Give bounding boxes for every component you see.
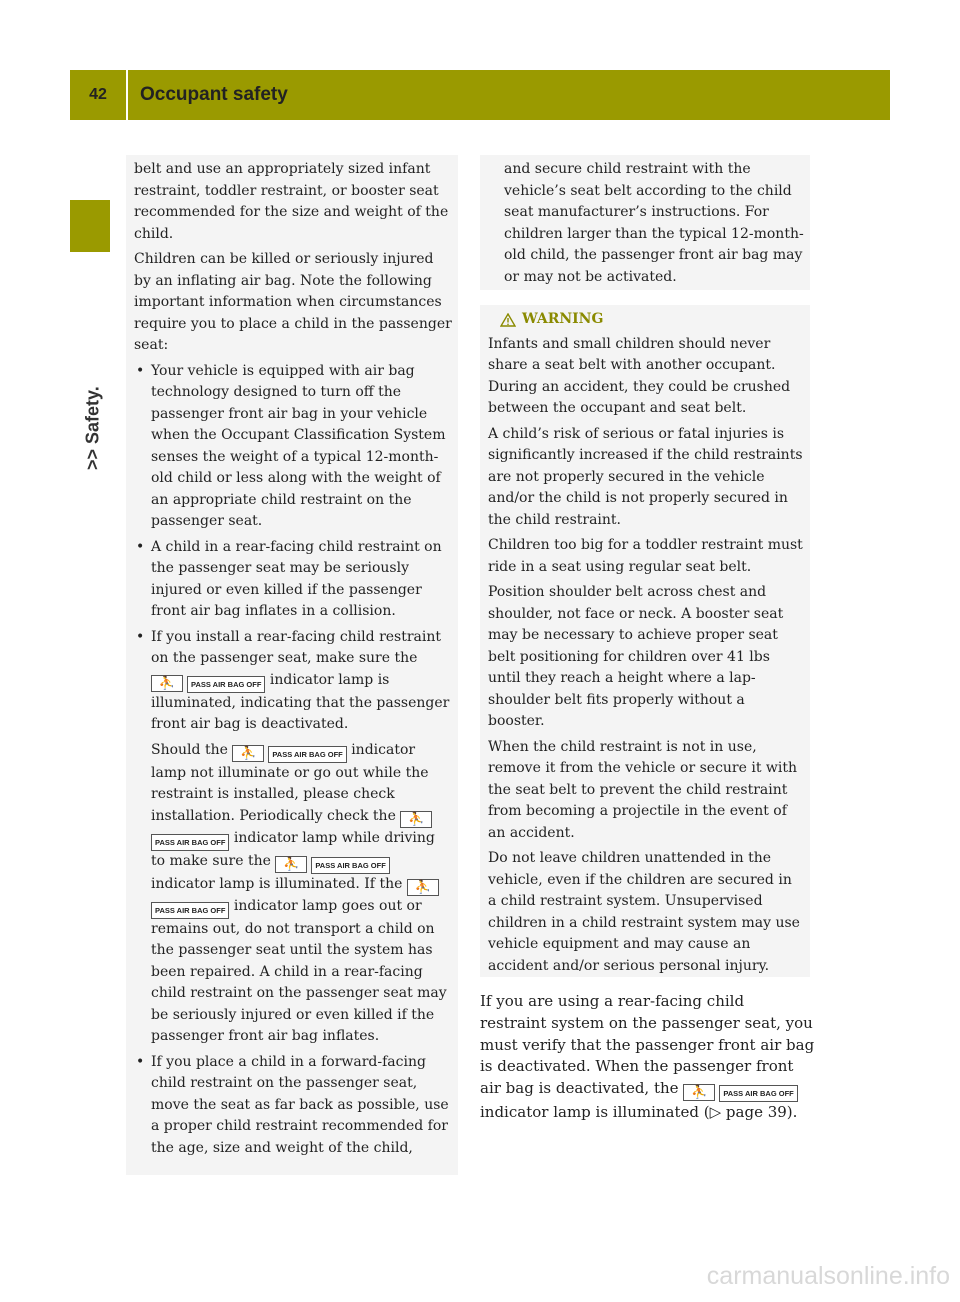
text: If you are using a rear-facing child restraint system on the passenger seat, you must verify that the passenger front air bag is deactivated. When the passenger front air bag is deactivated, the [480,992,815,1098]
warning-paragraph: Position shoulder belt across chest and shoulder, not face or neck. A booster seat may be necessary to achieve proper seat belt positioning for children over 41 lbs until they reach a height where a lap-shoulder belt fits properly without a booster. [488,584,784,729]
text: indicator lamp while driving to make sure the [151,829,435,869]
child-seat-icon: ⛹ [400,811,432,828]
warning-triangle-icon [500,313,516,327]
pass-airbag-off-icon: PASS AIR BAG OFF [151,902,229,919]
child-seat-icon: ⛹ [275,856,307,873]
bullet-text: indicator lamp is illuminated, indicating that the passenger front air bag is deactivated. [151,671,450,732]
paragraph: Children can be killed or seriously injured by an inflating air bag. Note the following important information when circumstances require you to place a child in the passenger seat: [134,251,452,353]
warning-header [488,309,804,331]
pass-airbag-off-icon: PASS AIR BAG OFF [187,676,265,693]
warning-paragraph: Children too big for a toddler restraint must ride in a seat using regular seat belt. [488,537,803,575]
text: indicator lamp goes out or remains out, do not transport a child on the passenger seat until the system has been repaired. A child in a rear-facing child restraint on the passenger seat may be seriously injured or even killed if the passenger front air bag inflates. [151,897,447,1044]
warning-paragraph: Do not leave children unattended in the vehicle, even if the children are secured in a child restraint system. Unsupervised children in a child restraint system may use vehicle equipment and may cause an accident and/or serious personal injury. [488,850,800,974]
bullet-text: If you place a child in a forward-facing child restraint on the passenger seat, move the seat as far back as possible, use a proper child restraint recommended for the age, size and weight of the child, [151,1053,449,1156]
right-column-continuation [480,155,810,290]
warning-paragraph: A child’s risk of serious or fatal injuries is significantly increased if the child restraints are not properly secured in the vehicle and/or the child is not properly secured in the child restraint. [488,425,803,528]
pass-airbag-off-icon: PASS AIR BAG OFF [268,746,346,763]
section-header [128,70,890,120]
child-seat-icon: ⛹ [232,745,264,762]
bullet-text: Your vehicle is equipped with air bag technology designed to turn off the passenger front air bag in your vehicle when the Occupant Classification System senses the weight of a typical 12-month-old child or less along with the weight of an appropriate child restraint on the passenger seat. [151,362,446,529]
page-reference[interactable]: page 39). [721,1103,798,1122]
pass-airbag-off-icon: PASS AIR BAG OFF [151,834,229,851]
text: indicator lamp is illuminated. If the [151,875,403,892]
warning-title: WARNING [522,311,604,327]
bullet-item: • A child in a rear-facing child restraint on the passenger seat may be seriously injured or even killed if the passenger front air bag inflates in a collision. [136,538,442,619]
child-seat-icon: ⛹ [683,1084,715,1101]
pass-airbag-off-icon: PASS AIR BAG OFF [719,1085,797,1102]
page-number: 42 [70,70,126,120]
child-seat-icon: ⛹ [151,675,183,692]
section-title: Occupant safety [140,84,288,105]
paragraph: belt and use an appropriately sized infant restraint, toddler restraint, or booster seat recommended for the size and weight of the child. [134,161,449,242]
right-bottom-paragraph [480,991,815,1124]
paragraph: and secure child restraint with the vehicle’s seat belt according to the child seat manufacturer’s instructions. For children larger than the typical 12-month-old child, the passenger front air bag may or may not be activated. [504,161,804,285]
text: indicator lamp not illuminate or go out while the restraint is installed, please check installation. Periodically check the [151,741,429,824]
bullet-item: • If you install a rear-facing child restraint on the passenger seat, make sure the ⛹ PASS AIR BAG OFF indicator lamp is illuminated, indicating that the passenger front air bag is deactivated. [136,628,450,732]
warning-paragraph: When the child restraint is not in use, remove it from the vehicle or secure it with the seat belt to prevent the child restraint from becoming a projectile in the event of an accident. [488,738,798,841]
text: Should the [151,741,228,758]
bullet-text: A child in a rear-facing child restraint on the passenger seat may be seriously injured or even killed if the passenger front air bag inflates in a collision. [151,538,442,619]
pass-airbag-off-icon: PASS AIR BAG OFF [311,857,389,874]
side-tab-label: >> Safety. [82,386,103,470]
child-seat-icon: ⛹ [407,879,439,896]
watermark: carmanualsonline.info [706,1262,950,1290]
bullet-text: If you install a rear-facing child restraint on the passenger seat, make sure the [151,628,442,666]
page-ref-arrow-icon: ▷ [709,1103,722,1122]
bullet-item: • Your vehicle is equipped with air bag technology designed to turn off the passenger front air bag in your vehicle when the Occupant Classification System senses the weight of a typical 12-month-old child or less along with the weight of an appropriate child restraint on the passenger seat. [136,362,446,529]
indented-paragraph [134,740,452,1048]
left-column [126,155,458,1175]
warning-paragraph: Infants and small children should never share a seat belt with another occupant. During an accident, they could be crushed between the occupant and seat belt. [488,335,791,416]
warning-box [480,305,810,977]
bullet-item: • If you place a child in a forward-facing child restraint on the passenger seat, move the seat as far back as possible, use a proper child restraint recommended for the age, size and weight of the child, [136,1053,449,1156]
side-tab-marker [70,200,110,252]
text: indicator lamp is illuminated ( [480,1103,710,1122]
